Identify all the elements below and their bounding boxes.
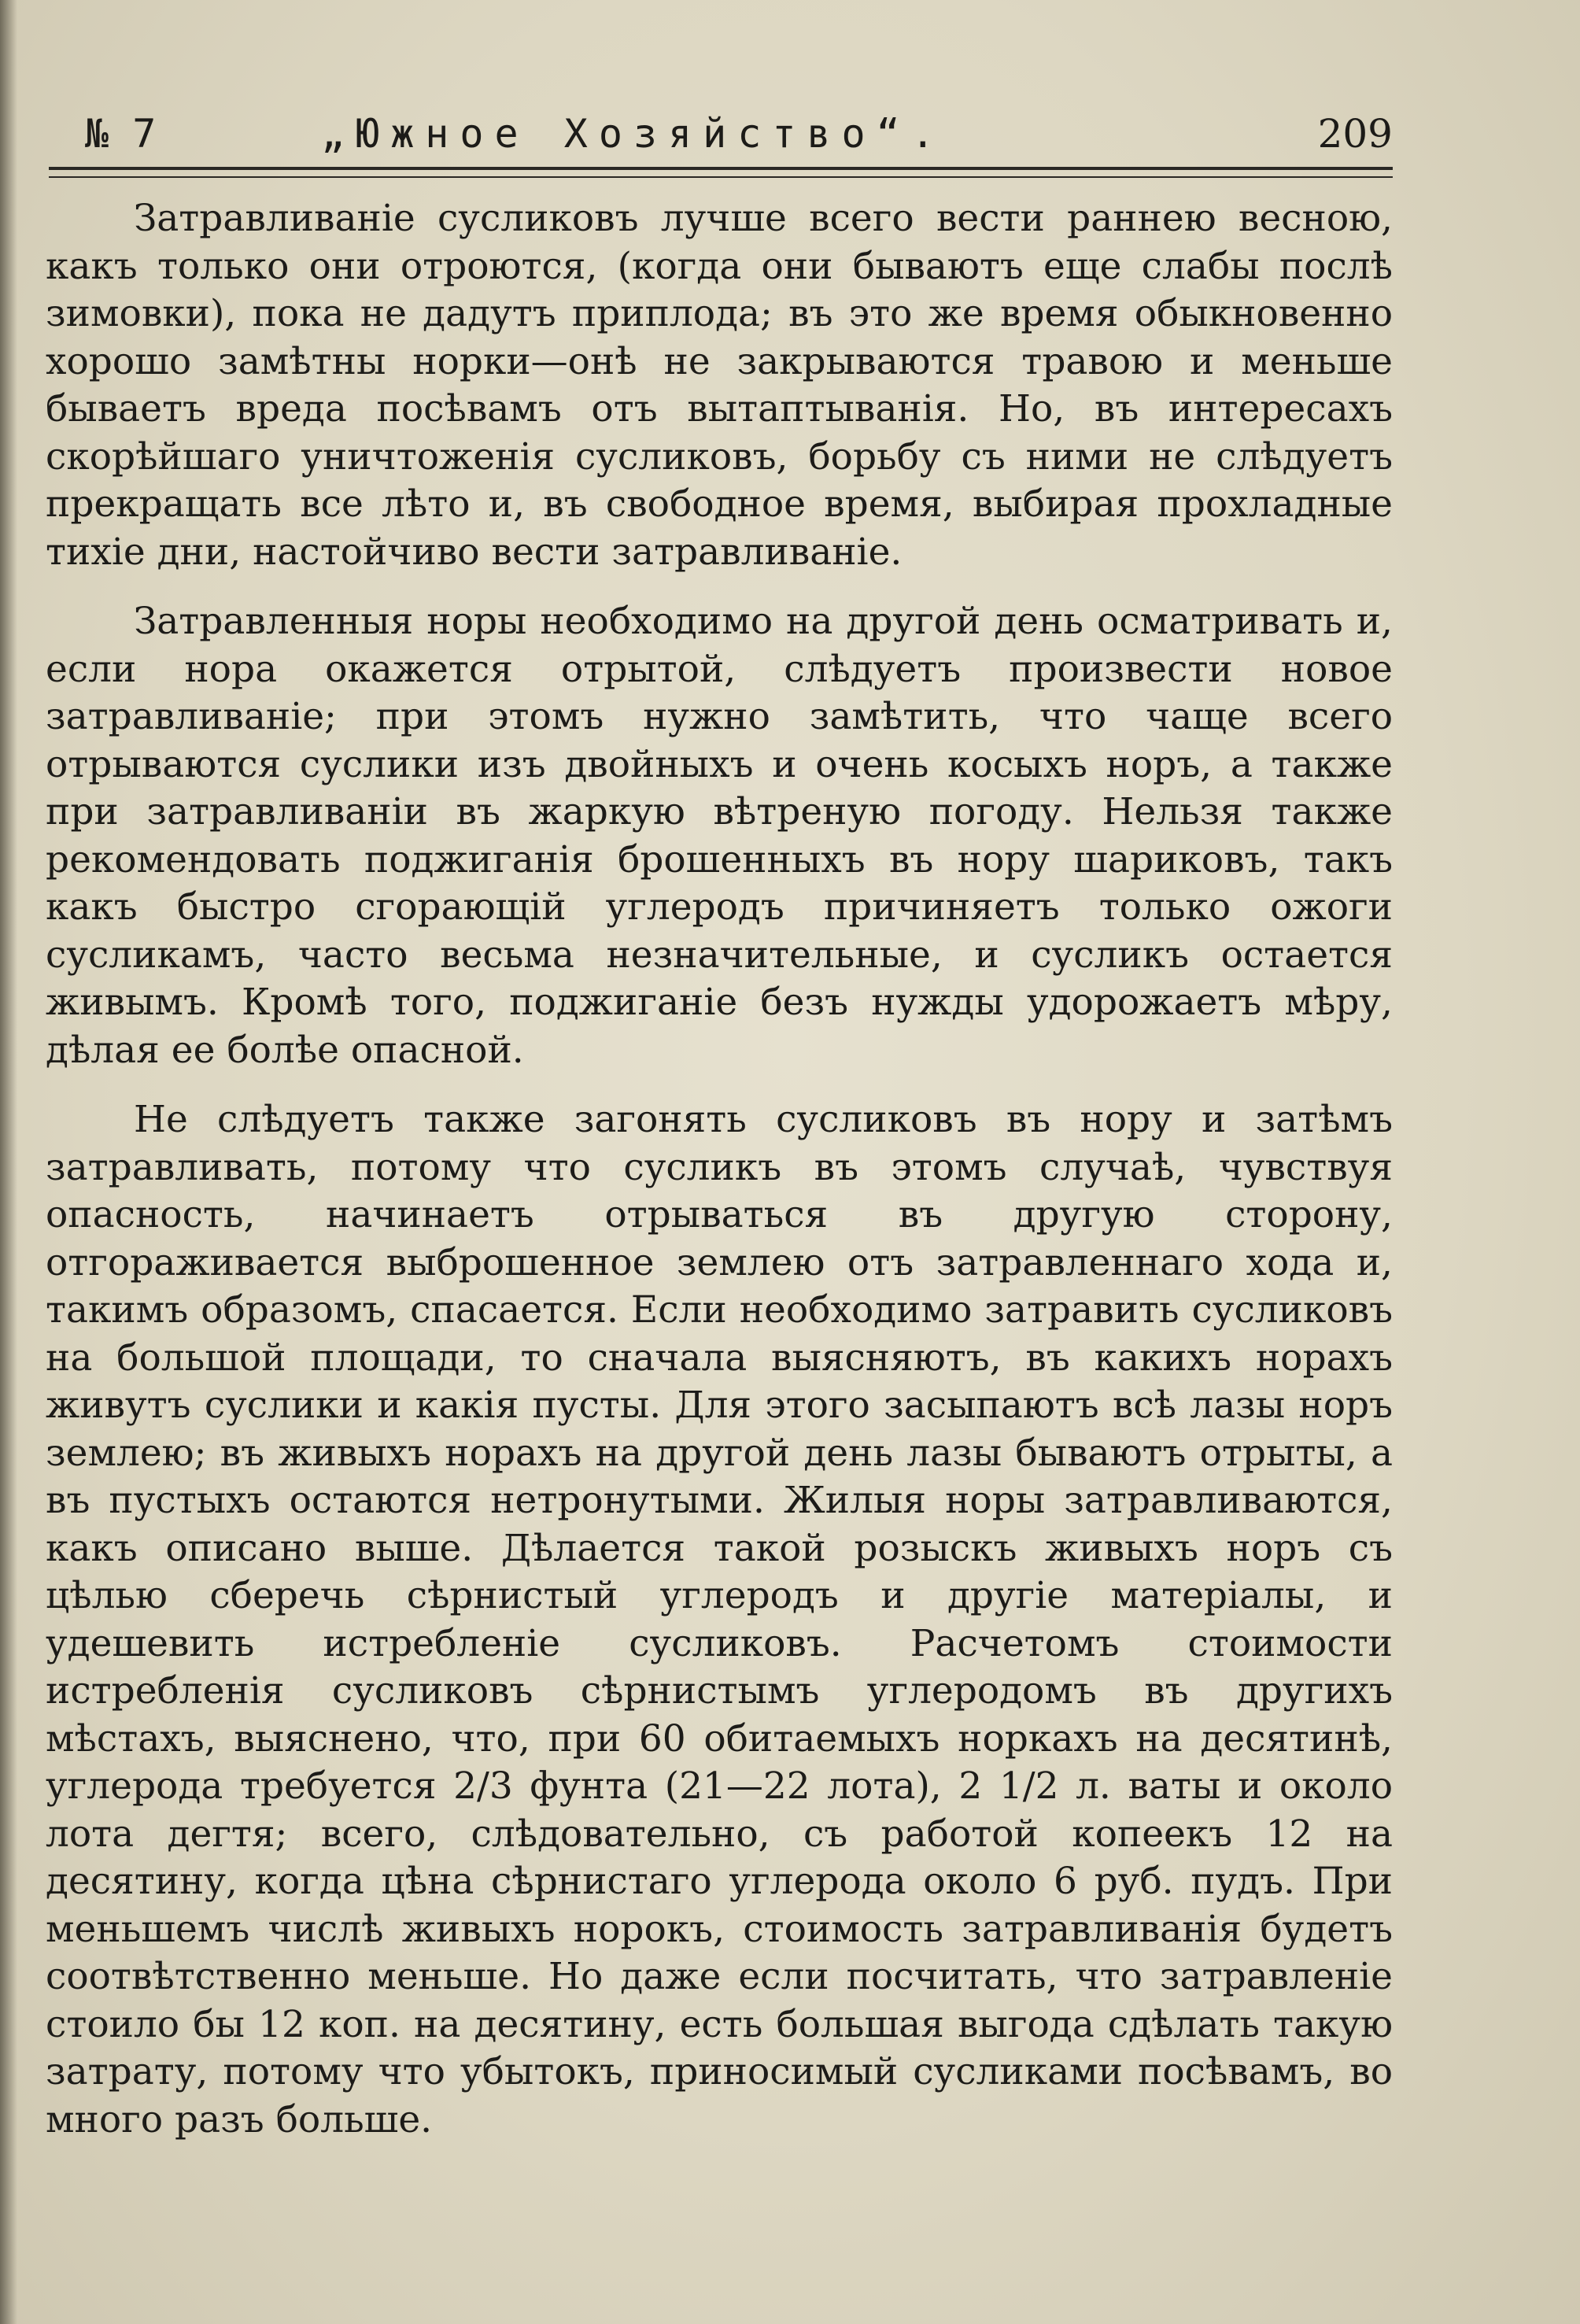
issue-number: № 7 [85, 111, 157, 157]
binding-shadow [0, 0, 17, 2324]
page-number: 209 [1317, 111, 1393, 157]
header-rule-thin [49, 176, 1393, 178]
journal-title: „Южное Хозяйство“. [321, 111, 946, 157]
paragraph-3: Не слѣдуетъ также загонять сусликовъ въ нору и затѣмъ затравливать, потому что сусликъ въ этомъ случаѣ, чувствуя опасность, начинаетъ отрываться въ другую сторону, отгораживается выброшенное землею отъ затравленнаго хода и, такимъ образомъ, спасается. Если необходимо затравить сусликовъ на большой площади, то сначала выясняютъ, въ какихъ норахъ живутъ суслики и какія пусты. Для этого засыпаютъ всѣ лазы норъ землею; въ живыхъ норахъ на другой день лазы бываютъ отрыты, а въ пустыхъ остаются нетронутыми. Жилыя норы затравливаются, какъ описано выше. Дѣлается такой розыскъ живыхъ норъ съ цѣлью сберечь сѣрнистый углеродъ и другіе матеріалы, и удешевить истребленіе сусликовъ. Расчетомъ стоимости истребленія сусликовъ сѣрнистымъ углеродомъ въ другихъ мѣстахъ, выяснено, что, при 60 обитаемыхъ норкахъ на десятинѣ, углерода требуется 2/3 фунта (21—22 лота), 2 1/2 л. ваты и около лота дегтя; всего, слѣдовательно, съ работой копеекъ 12 на десятину, когда цѣна сѣрнистаго углерода около 6 руб. пудъ. При меньшемъ числѣ живыхъ норокъ, стоимость затравливанія будетъ соотвѣтственно меньше. Но даже если посчитать, что затравленіе стоило бы 12 коп. на десятину, есть большая выгода сдѣлать такую затрату, потому что убытокъ, приносимый сусликами посѣвамъ, во много разъ больше. [46, 1098, 1393, 2141]
paragraph-2: Затравленныя норы необходимо на другой день осматривать и, если нора окажется отрытой, слѣдуетъ произвести новое затравливаніе; при этомъ нужно замѣтить, что чаще всего отрываются суслики изъ двойныхъ и очень косыхъ норъ, а также при затравливаніи въ жаркую вѣтреную погоду. Нельзя также рекомендовать поджиганія брошенныхъ въ нору шариковъ, такъ какъ быстро сгорающій углеродъ причиняетъ только ожоги сусликамъ, часто весьма незначительные, и сусликъ остается живымъ. Кромѣ того, поджиганіе безъ нужды удорожаетъ мѣру, дѣлая ее болѣе опасной. [46, 600, 1393, 1072]
running-header [85, 106, 1393, 161]
header-rule [49, 167, 1393, 170]
body-text [46, 195, 1393, 2166]
paragraph-1: Затравливаніе сусликовъ лучше всего вести раннею весною, какъ только они отроются, (когда они бываютъ еще слабы послѣ зимовки), пока не дадутъ приплода; въ это же время обыкновенно хорошо замѣтны норки—онѣ не закрываются травою и меньше бываетъ вреда посѣвамъ отъ вытаптыванія. Но, въ интересахъ скорѣйшаго уничтоженія сусликовъ, борьбу съ ними не слѣдуетъ прекращать все лѣто и, въ свободное время, выбирая прохладные тихіе дни, настойчиво вести затравливаніе. [46, 197, 1393, 574]
